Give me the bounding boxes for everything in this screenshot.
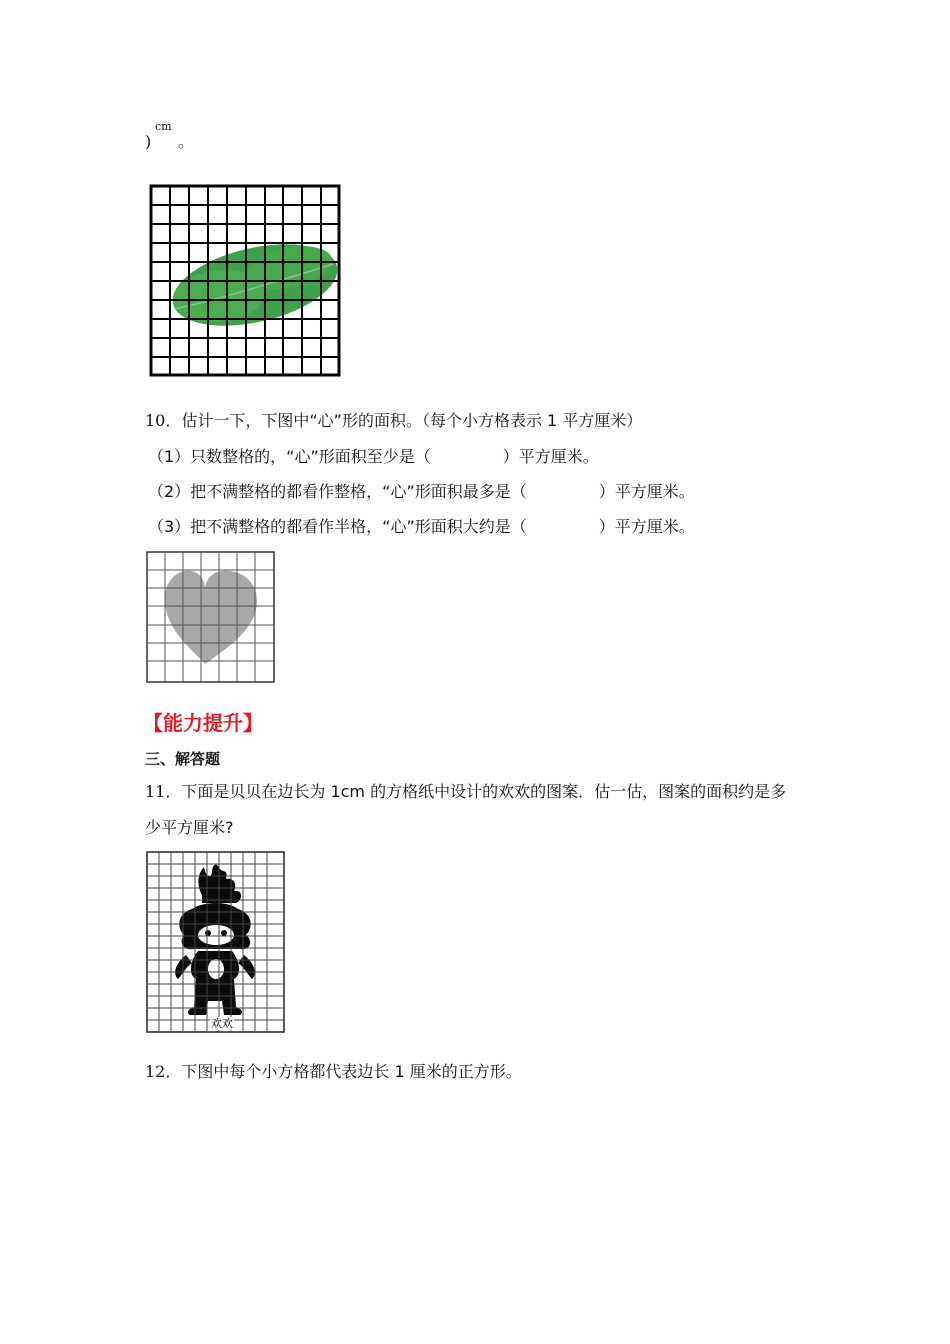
q10-sub-2-suffix: ）平方厘米。 — [598, 482, 695, 501]
q12-number: 12 — [145, 1062, 166, 1081]
huanhuan-drawing — [146, 851, 285, 1033]
q10-text: ．估计一下，下图中“心”形的面积。（每个小方格表示 1 平方厘米） — [165, 411, 643, 430]
huanhuan-figure — [146, 851, 285, 1033]
q10-sub-3 — [148, 517, 695, 537]
q10-sub-1-suffix: ）平方厘米。 — [502, 447, 599, 466]
q11-number: 11 — [145, 782, 166, 801]
q11-text-line1: ．下面是贝贝在边长为 1cm 的方格纸中设计的欢欢的图案．估一估，图案的面积约是多 — [165, 782, 787, 801]
q10-sub-1 — [148, 447, 599, 467]
q10-sub-2-prefix: （2）把不满整格的都看作整格，“心”形面积最多是（ — [148, 482, 527, 501]
q11-stem-line2: 少平方厘米? — [145, 818, 234, 837]
closing-paren: ) — [145, 132, 152, 151]
grid-lines — [151, 186, 339, 375]
leaf-grid-figure — [149, 184, 341, 377]
q10-stem — [145, 411, 642, 431]
q10-sub-3-prefix: （3）把不满整格的都看作半格，“心”形面积大约是（ — [148, 517, 527, 536]
q12-stem — [145, 1062, 522, 1082]
q11-stem-line1 — [145, 782, 786, 802]
q10-sub-2 — [148, 482, 695, 502]
heart-shape — [165, 571, 257, 664]
top-fragment — [145, 118, 205, 152]
unit-cm: cm — [155, 120, 172, 133]
huanhuan-caption: 欢欢 — [211, 1017, 233, 1030]
q12-text: ．下图中每个小方格都代表边长 1 厘米的正方形。 — [165, 1062, 522, 1081]
section-banner: 【能力提升】 — [143, 711, 263, 735]
section-title: 三、解答题 — [145, 750, 221, 768]
q10-sub-3-suffix: ）平方厘米。 — [598, 517, 695, 536]
period: 。 — [178, 132, 195, 151]
leaf-shape — [165, 230, 341, 340]
heart-grid-figure — [146, 551, 275, 683]
q10-sub-1-prefix: （1）只数整格的，“心”形面积至少是（ — [148, 447, 431, 466]
q10-number: 10 — [145, 411, 166, 430]
